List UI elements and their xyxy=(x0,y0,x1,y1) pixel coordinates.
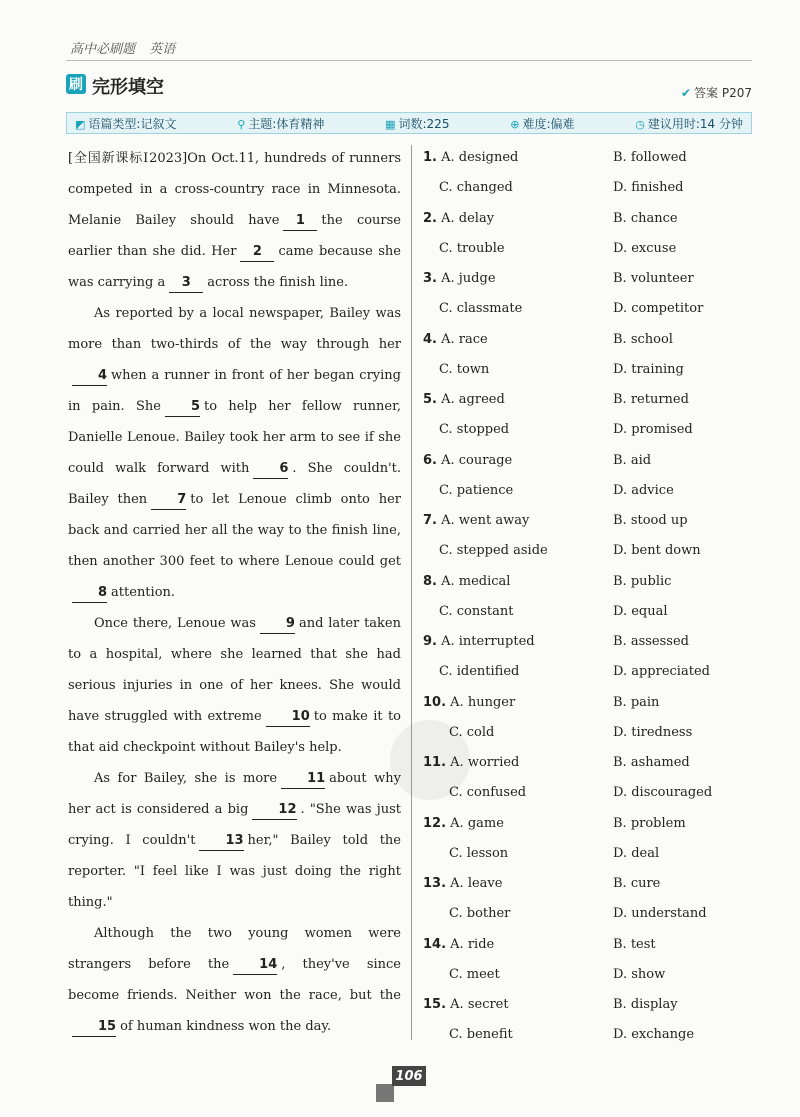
option-d[interactable]: D. excuse xyxy=(613,240,677,256)
option-a[interactable] xyxy=(423,385,505,415)
paragraph-3 xyxy=(68,608,401,763)
passage-text: As reported by a local newspaper, Bailey was more than two-thirds of the way through her xyxy=(68,306,401,352)
blank-15: 15 xyxy=(72,1018,116,1037)
option-row xyxy=(423,627,763,657)
difficulty-icon: ⊕ xyxy=(510,117,520,131)
passage-text: of human kindness won the day. xyxy=(120,1019,332,1034)
blank-13: 13 xyxy=(199,832,243,851)
question-number: 3. xyxy=(423,271,437,286)
option-row xyxy=(423,446,763,476)
option-c[interactable]: C. classmate xyxy=(439,301,523,316)
option-a[interactable] xyxy=(423,748,519,778)
question-2 xyxy=(423,204,763,265)
option-b[interactable]: B. school xyxy=(613,331,673,347)
option-b[interactable]: B. returned xyxy=(613,392,689,407)
question-6 xyxy=(423,446,763,507)
question-13 xyxy=(423,869,763,930)
option-row xyxy=(423,1020,763,1050)
option-c[interactable]: C. lesson xyxy=(449,845,509,861)
option-row xyxy=(423,264,763,294)
option-b[interactable]: B. public xyxy=(613,573,672,589)
passage-text: , they've since become friends. Neither won the race, but the xyxy=(68,957,401,1003)
option-b[interactable]: B. stood up xyxy=(613,513,688,528)
passage-text: came because she was carrying a xyxy=(68,244,401,290)
option-row xyxy=(423,294,763,324)
option-row xyxy=(423,476,763,506)
section-title: 完形填空 xyxy=(92,77,164,98)
passage-text: her," Bailey told the reporter. "I feel like I was just doing the right thing." xyxy=(68,833,401,910)
info-theme-text: 主题:体育精神 xyxy=(248,116,325,131)
blank-4: 4 xyxy=(72,367,107,386)
info-bar xyxy=(66,112,752,134)
option-row xyxy=(423,718,763,748)
info-word-count-text: 词数:225 xyxy=(398,116,450,131)
option-b[interactable]: B. assessed xyxy=(613,634,689,649)
passage-text: attention. xyxy=(111,585,176,600)
book-title: 高中必刷题 xyxy=(70,42,136,57)
blank-2: 2 xyxy=(240,243,274,262)
blank-7: 7 xyxy=(151,491,186,510)
option-a-text: A. delay xyxy=(441,210,495,226)
blank-14: 14 xyxy=(233,956,277,975)
passage-text: Once there, Lenoue was xyxy=(94,616,256,631)
option-a-text: A. race xyxy=(441,331,488,347)
option-a-text: A. game xyxy=(450,815,504,831)
question-number: 1. xyxy=(423,150,437,165)
subject-label: 英语 xyxy=(149,42,176,57)
option-row xyxy=(423,657,763,687)
blank-10: 10 xyxy=(266,708,310,727)
option-row xyxy=(423,204,763,234)
option-a-text: A. secret xyxy=(450,997,509,1012)
passage-text: and later taken to a hospital, where she learned that she had serious injuries in one of her knees. She would have struggled with extreme xyxy=(68,616,401,724)
passage-text: to help her fellow runner, Danielle Lenoue. Bailey took her arm to see if she could walk forward with xyxy=(68,399,401,476)
question-1 xyxy=(423,143,763,204)
option-a[interactable] xyxy=(423,627,535,657)
option-d[interactable]: D. tiredness xyxy=(613,724,693,740)
question-number: 13. xyxy=(423,876,447,891)
option-b[interactable]: B. aid xyxy=(613,452,652,468)
option-row xyxy=(423,990,763,1020)
option-row xyxy=(423,536,763,566)
question-number: 10. xyxy=(423,694,447,710)
option-a[interactable] xyxy=(423,264,496,294)
option-a[interactable] xyxy=(423,809,504,839)
option-a-text: A. interrupted xyxy=(441,634,535,649)
question-10 xyxy=(423,688,763,749)
clock-icon: ◷ xyxy=(635,117,645,131)
option-a[interactable] xyxy=(423,930,494,960)
question-5 xyxy=(423,385,763,446)
question-number: 9. xyxy=(423,634,437,649)
question-number: 6. xyxy=(423,452,437,468)
option-c[interactable]: C. constant xyxy=(439,603,514,619)
blank-6: 6 xyxy=(253,460,288,479)
blank-3: 3 xyxy=(169,274,203,293)
section-brush-icon: 刷 xyxy=(66,74,86,94)
passage-text: to let Lenoue climb onto her back and carried her all the way to the finish line, then another 300 feet to where Lenoue could get xyxy=(68,492,402,569)
option-a-text: A. went away xyxy=(441,513,530,528)
info-genre-text: 语篇类型:记叙文 xyxy=(88,116,177,131)
info-theme xyxy=(237,115,324,132)
option-row xyxy=(423,688,763,718)
option-d[interactable]: D. understand xyxy=(613,906,707,921)
option-b[interactable]: B. display xyxy=(613,997,678,1012)
passage-text: to make it to that aid checkpoint without Bailey's help. xyxy=(68,709,402,755)
option-row xyxy=(423,385,763,415)
option-row xyxy=(423,234,763,264)
passage-text: across the finish line. xyxy=(207,275,349,290)
question-number: 12. xyxy=(423,815,447,831)
paragraph-5 xyxy=(68,918,401,1042)
answer-reference xyxy=(681,84,752,101)
info-difficulty xyxy=(510,115,574,132)
question-number: 14. xyxy=(423,936,447,952)
genre-icon: ◩ xyxy=(75,117,86,131)
info-difficulty-text: 难度:偏难 xyxy=(522,116,575,131)
blank-12: 12 xyxy=(252,801,296,820)
option-row xyxy=(423,415,763,445)
option-d[interactable]: D. finished xyxy=(613,180,684,195)
option-b[interactable]: B. followed xyxy=(613,150,687,165)
option-a[interactable] xyxy=(423,143,518,173)
option-b[interactable]: B. cure xyxy=(613,876,661,891)
question-15 xyxy=(423,990,763,1051)
option-b[interactable]: B. pain xyxy=(613,694,660,710)
paragraph-4 xyxy=(68,763,401,918)
word-count-icon: ▦ xyxy=(385,117,396,131)
option-a-text: A. ride xyxy=(450,936,495,952)
option-c[interactable]: C. trouble xyxy=(439,240,505,256)
option-a[interactable] xyxy=(423,869,502,899)
option-a-text: A. agreed xyxy=(441,392,505,407)
option-d[interactable]: D. deal xyxy=(613,845,660,861)
passage-text: [全国新课标Ⅰ2023]On Oct.11, hundreds of runners competed in a cross-country race in Minnesota. Melanie Bailey should have xyxy=(68,151,401,228)
option-a-text: A. hunger xyxy=(450,694,516,710)
question-7 xyxy=(423,506,763,567)
option-row xyxy=(423,778,763,808)
header-rule xyxy=(66,60,752,61)
question-number: 5. xyxy=(423,392,437,407)
option-a-text: A. worried xyxy=(450,755,520,770)
option-a[interactable] xyxy=(423,990,509,1020)
blank-1: 1 xyxy=(283,212,317,231)
option-a[interactable] xyxy=(423,506,529,536)
option-c[interactable]: C. patience xyxy=(439,482,514,498)
option-d[interactable]: D. show xyxy=(613,966,666,982)
option-c[interactable]: C. stopped xyxy=(439,422,510,437)
option-c[interactable]: C. identified xyxy=(439,664,520,679)
option-row xyxy=(423,506,763,536)
option-a-text: A. courage xyxy=(441,452,513,468)
answer-page: 答案 P207 xyxy=(694,86,752,100)
option-row xyxy=(423,143,763,173)
option-row xyxy=(423,869,763,899)
option-a[interactable] xyxy=(423,325,488,355)
question-number: 11. xyxy=(423,755,447,770)
question-14 xyxy=(423,930,763,991)
option-c[interactable]: C. bother xyxy=(449,906,511,921)
option-a[interactable] xyxy=(423,446,512,476)
column-divider xyxy=(411,145,412,1040)
option-c[interactable]: C. town xyxy=(439,361,490,377)
option-c[interactable]: C. benefit xyxy=(449,1027,513,1042)
passage-text: Although the two young women were strangers before the xyxy=(68,926,401,972)
option-b[interactable]: B. ashamed xyxy=(613,755,690,770)
option-row xyxy=(423,748,763,778)
running-head xyxy=(70,38,185,57)
info-time xyxy=(635,115,743,132)
info-word-count xyxy=(385,115,449,132)
option-c[interactable]: C. changed xyxy=(439,180,513,195)
option-b[interactable]: B. volunteer xyxy=(613,271,694,286)
option-row xyxy=(423,930,763,960)
question-11 xyxy=(423,748,763,809)
option-a-text: A. leave xyxy=(450,876,503,891)
option-a-text: A. judge xyxy=(441,271,496,286)
passage-text: . She couldn't. Bailey then xyxy=(68,461,401,507)
passage-text: about why her act is considered a big xyxy=(68,771,401,817)
blank-5: 5 xyxy=(165,398,200,417)
option-row xyxy=(423,839,763,869)
info-time-text: 建议用时:14 分钟 xyxy=(647,116,743,131)
option-a[interactable] xyxy=(423,204,494,234)
option-c[interactable]: C. confused xyxy=(449,785,527,800)
question-number: 7. xyxy=(423,513,437,528)
blank-8: 8 xyxy=(72,584,107,603)
option-d[interactable]: D. equal xyxy=(613,603,668,619)
question-3 xyxy=(423,264,763,325)
option-row xyxy=(423,355,763,385)
option-a-text: A. medical xyxy=(441,573,511,589)
option-b[interactable]: B. test xyxy=(613,936,656,952)
option-d[interactable]: D. discouraged xyxy=(613,785,713,800)
passage-text: the course earlier than she did. Her xyxy=(68,213,401,259)
question-8 xyxy=(423,567,763,628)
blank-9: 9 xyxy=(260,615,295,634)
option-a[interactable] xyxy=(423,567,510,597)
paragraph-1 xyxy=(68,143,401,298)
blank-11: 11 xyxy=(281,770,325,789)
passage-text: when a runner in front of her began crying in pain. She xyxy=(68,368,401,414)
option-row xyxy=(423,809,763,839)
option-row xyxy=(423,325,763,355)
option-b[interactable]: B. chance xyxy=(613,210,678,226)
option-b[interactable]: B. problem xyxy=(613,815,686,831)
theme-icon: ⚲ xyxy=(237,117,246,131)
option-d[interactable]: D. competitor xyxy=(613,301,704,316)
option-row xyxy=(423,597,763,627)
question-number: 15. xyxy=(423,997,447,1012)
option-c[interactable]: C. meet xyxy=(449,966,500,982)
option-row xyxy=(423,960,763,990)
option-d[interactable]: D. bent down xyxy=(613,543,701,558)
option-row xyxy=(423,899,763,929)
option-d[interactable]: D. exchange xyxy=(613,1027,695,1042)
option-d[interactable]: D. promised xyxy=(613,422,693,437)
option-d[interactable]: D. training xyxy=(613,361,684,377)
paragraph-2 xyxy=(68,298,401,608)
option-c[interactable]: C. cold xyxy=(449,724,495,740)
option-row xyxy=(423,567,763,597)
page-number: 106 xyxy=(392,1066,426,1086)
cloze-passage xyxy=(68,143,401,1042)
question-number: 2. xyxy=(423,210,437,226)
question-number: 4. xyxy=(423,331,437,347)
question-12 xyxy=(423,809,763,870)
passage-text: . "She was just crying. I couldn't xyxy=(68,802,401,848)
option-d[interactable]: D. appreciated xyxy=(613,664,710,679)
answer-options xyxy=(423,143,763,1051)
question-4 xyxy=(423,325,763,386)
question-9 xyxy=(423,627,763,688)
option-d[interactable]: D. advice xyxy=(613,482,674,498)
question-number: 8. xyxy=(423,573,437,589)
passage-text: As for Bailey, she is more xyxy=(94,771,278,786)
check-icon: ✔ xyxy=(680,86,692,100)
option-row xyxy=(423,173,763,203)
option-a[interactable] xyxy=(423,688,515,718)
info-genre xyxy=(75,115,176,132)
page-corner-decoration xyxy=(376,1084,394,1102)
option-c[interactable]: C. stepped aside xyxy=(439,543,548,558)
option-a-text: A. designed xyxy=(441,150,519,165)
